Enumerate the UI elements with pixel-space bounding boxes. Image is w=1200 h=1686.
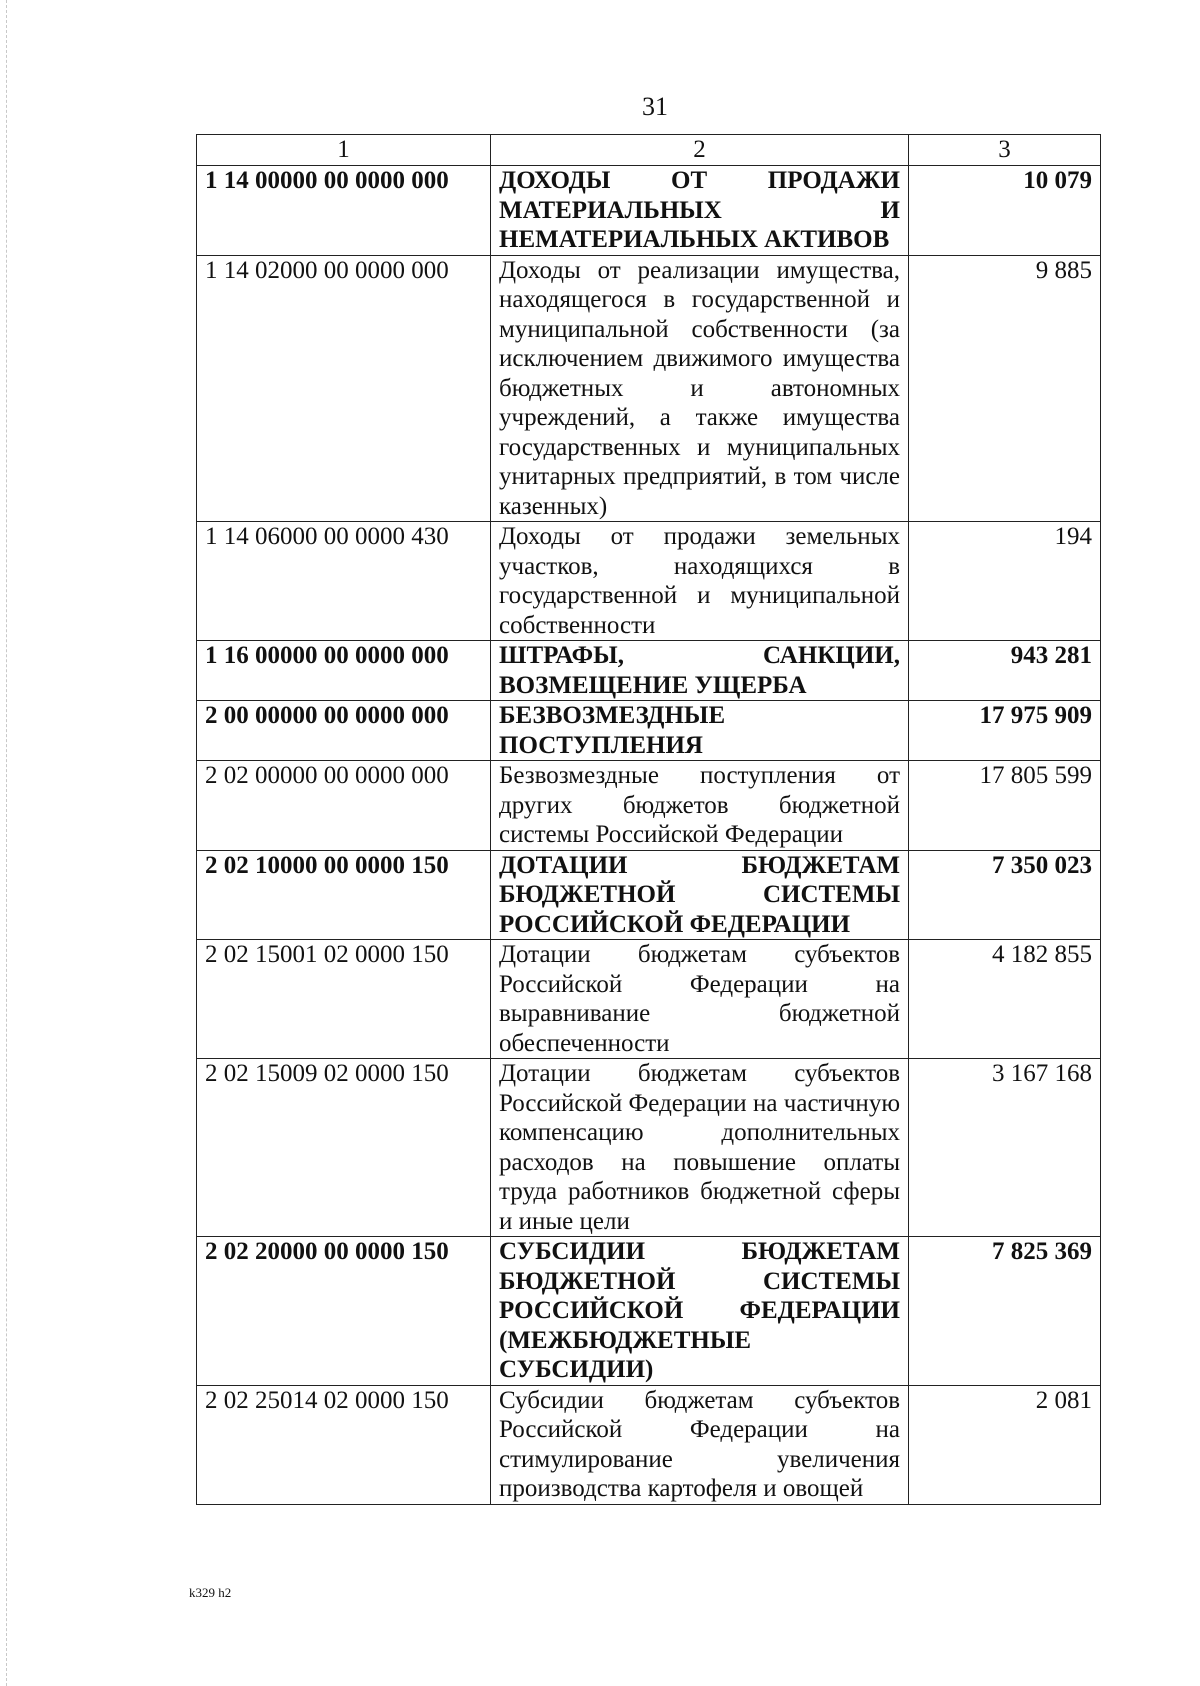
row-amount: 7 825 369 xyxy=(909,1237,1101,1386)
table-row xyxy=(197,761,1101,851)
row-code: 1 16 00000 00 0000 000 xyxy=(197,641,491,701)
column-header: 2 xyxy=(491,135,909,166)
row-description: Безвозмездные поступления от других бюджетов бюджетной системы Российской Федерации xyxy=(491,761,909,851)
table-row xyxy=(197,701,1101,761)
row-description: Доходы от продажи земельных участков, находящихся в государственной и муниципальной собственности xyxy=(491,522,909,641)
table-row xyxy=(197,255,1101,522)
row-amount: 17 805 599 xyxy=(909,761,1101,851)
table-row xyxy=(197,1385,1101,1504)
table-row xyxy=(197,1237,1101,1386)
row-amount: 2 081 xyxy=(909,1385,1101,1504)
row-code: 2 00 00000 00 0000 000 xyxy=(197,701,491,761)
row-code: 1 14 06000 00 0000 430 xyxy=(197,522,491,641)
row-description: ШТРАФЫ, САНКЦИИ, ВОЗМЕЩЕНИЕ УЩЕРБА xyxy=(491,641,909,701)
row-amount: 3 167 168 xyxy=(909,1059,1101,1237)
row-code: 2 02 15001 02 0000 150 xyxy=(197,940,491,1059)
row-amount: 7 350 023 xyxy=(909,850,1101,940)
row-code: 1 14 00000 00 0000 000 xyxy=(197,166,491,256)
budget-table xyxy=(196,134,1101,1505)
table-row xyxy=(197,166,1101,256)
row-code: 2 02 10000 00 0000 150 xyxy=(197,850,491,940)
document-footer-code: k329 h2 xyxy=(189,1585,232,1600)
row-amount: 9 885 xyxy=(909,255,1101,522)
row-amount: 10 079 xyxy=(909,166,1101,256)
row-code: 2 02 00000 00 0000 000 xyxy=(197,761,491,851)
table-row xyxy=(197,1059,1101,1237)
row-description: ДОТАЦИИ БЮДЖЕТАМ БЮДЖЕТНОЙ СИСТЕМЫ РОССИЙСКОЙ ФЕДЕРАЦИИ xyxy=(491,850,909,940)
row-code: 2 02 25014 02 0000 150 xyxy=(197,1385,491,1504)
row-description: СУБСИДИИ БЮДЖЕТАМ БЮДЖЕТНОЙ СИСТЕМЫ РОССИЙСКОЙ ФЕДЕРАЦИИ (МЕЖБЮДЖЕТНЫЕ СУБСИДИИ) xyxy=(491,1237,909,1386)
row-amount: 194 xyxy=(909,522,1101,641)
row-amount: 17 975 909 xyxy=(909,701,1101,761)
row-description: Доходы от реализации имущества, находящегося в государственной и муниципальной собственности (за исключением движимого имущества бюджетных и автономных учреждений, а также имущества государственных и муниципальных унитарных предприятий, в том числе казенных) xyxy=(491,255,909,522)
column-header: 1 xyxy=(197,135,491,166)
row-amount: 943 281 xyxy=(909,641,1101,701)
row-description: ДОХОДЫ ОТ ПРОДАЖИ МАТЕРИАЛЬНЫХ И НЕМАТЕРИАЛЬНЫХ АКТИВОВ xyxy=(491,166,909,256)
row-description: Субсидии бюджетам субъектов Российской Федерации на стимулирование увеличения производства картофеля и овощей xyxy=(491,1385,909,1504)
page-number: 31 xyxy=(642,92,668,121)
table-header-row xyxy=(197,135,1101,166)
row-code: 2 02 15009 02 0000 150 xyxy=(197,1059,491,1237)
table-row xyxy=(197,641,1101,701)
row-amount: 4 182 855 xyxy=(909,940,1101,1059)
row-description: Дотации бюджетам субъектов Российской Федерации на выравнивание бюджетной обеспеченности xyxy=(491,940,909,1059)
column-header: 3 xyxy=(909,135,1101,166)
row-description: БЕЗВОЗМЕЗДНЫЕ ПОСТУПЛЕНИЯ xyxy=(491,701,909,761)
row-description: Дотации бюджетам субъектов Российской Федерации на частичную компенсацию дополнительных расходов на повышение оплаты труда работников бюджетной сферы и иные цели xyxy=(491,1059,909,1237)
table-row xyxy=(197,522,1101,641)
table-row xyxy=(197,850,1101,940)
scan-margin-line xyxy=(6,0,8,1686)
table-row xyxy=(197,940,1101,1059)
row-code: 1 14 02000 00 0000 000 xyxy=(197,255,491,522)
row-code: 2 02 20000 00 0000 150 xyxy=(197,1237,491,1386)
